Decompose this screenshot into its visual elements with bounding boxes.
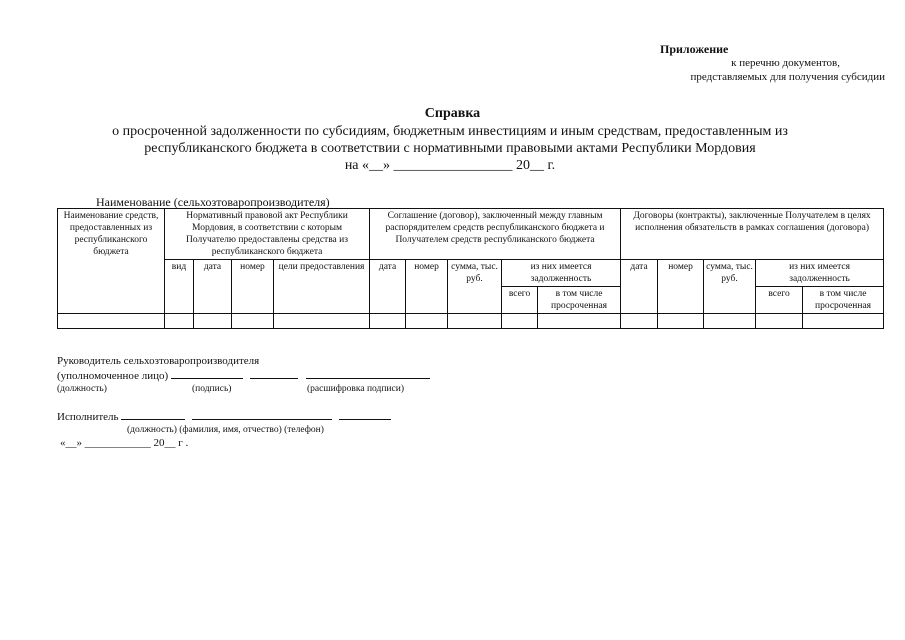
col-contract-debt-total: всего (756, 287, 803, 314)
table-cell[interactable] (274, 314, 370, 329)
header-act: Нормативный правовой акт Республики Мордовия, в соответствии с которым Получателю предоставлены средства из республиканского бюджета (165, 209, 370, 260)
header-funds: Наименование средств, предоставленных из республиканского бюджета (58, 209, 165, 314)
col-act-type: вид (165, 260, 194, 314)
col-agreement-sum: сумма, тыс. руб. (448, 260, 502, 314)
executor-name-field[interactable] (192, 409, 332, 420)
table-cell[interactable] (406, 314, 448, 329)
executor-line (57, 409, 391, 424)
caption-position: (должность) (57, 384, 107, 394)
col-agreement-debt-total: всего (502, 287, 538, 314)
table-cell[interactable] (370, 314, 406, 329)
table-cell[interactable] (448, 314, 502, 329)
col-contract-debt-overdue: в том числе просроченная (803, 287, 884, 314)
header-agreement: Соглашение (договор), заключенный между главным распорядителем средств республиканского бюджета и Получателем средств республиканского бюджета (370, 209, 621, 260)
table-cell[interactable] (58, 314, 165, 329)
table-cell[interactable] (538, 314, 621, 329)
col-contract-date: дата (621, 260, 658, 314)
appendix-line-1: к перечню документов, (731, 57, 840, 69)
executor-caption: (должность) (фамилия, имя, отчество) (телефон) (127, 425, 324, 435)
head-title: Руководитель сельхозтоваропроизводителя (57, 355, 260, 367)
appendix-title: Приложение (660, 42, 729, 56)
caption-signature: (подпись) (192, 384, 232, 394)
table-cell[interactable] (232, 314, 274, 329)
col-agreement-debt-overdue: в том числе просроченная (538, 287, 621, 314)
col-agreement-date: дата (370, 260, 406, 314)
col-act-purpose: цели предоставления (274, 260, 370, 314)
table-cell[interactable] (803, 314, 884, 329)
decoding-field[interactable] (306, 368, 430, 379)
col-contract-number: номер (658, 260, 704, 314)
table-cell[interactable] (194, 314, 232, 329)
executor-phone-field[interactable] (339, 409, 391, 420)
col-contract-debt: из них имеется задолженность (756, 260, 884, 287)
subtitle-line-2: республиканского бюджета в соответствии с нормативными правовыми актами Республики Мордовия (144, 141, 756, 156)
table-cell[interactable] (658, 314, 704, 329)
table-row (58, 314, 884, 329)
col-agreement-debt: из них имеется задолженность (502, 260, 621, 287)
appendix-line-2: представляемых для получения субсидии (690, 71, 885, 83)
report-date-line: на «__» _________________ 20__ г. (344, 158, 556, 173)
table-header-row-2 (58, 260, 884, 287)
caption-decoding: (расшифровка подписи) (307, 384, 404, 394)
table-cell[interactable] (756, 314, 803, 329)
col-act-date: дата (194, 260, 232, 314)
head-captions (57, 383, 430, 396)
producer-name-label: Наименование (сельхозтоваропроизводителя) (96, 195, 330, 209)
executor-position-field[interactable] (121, 409, 185, 420)
executor-label: Исполнитель (57, 411, 119, 423)
appendix-block (600, 42, 885, 84)
table-cell[interactable] (704, 314, 756, 329)
header-contracts: Договоры (контракты), заключенные Получателем в целях исполнения обязательств в рамках соглашения (договора) (621, 209, 884, 260)
executor-block (57, 409, 391, 450)
head-authorized-label: (уполномоченное лицо) (57, 370, 169, 382)
subtitle-line-1: о просроченной задолженности по субсидиям, бюджетным инвестициям и иным средствам, предоставленным из (112, 124, 788, 139)
document-title: Справка (424, 106, 481, 121)
table-cell[interactable] (165, 314, 194, 329)
table-cell[interactable] (621, 314, 658, 329)
head-authorized-line (57, 368, 430, 383)
table-cell[interactable] (502, 314, 538, 329)
position-field[interactable] (171, 368, 243, 379)
executor-date-line: «__» ____________ 20__ г . (60, 437, 189, 449)
col-contract-sum: сумма, тыс. руб. (704, 260, 756, 314)
col-agreement-number: номер (406, 260, 448, 314)
signature-field[interactable] (250, 368, 298, 379)
document-subtitle (80, 123, 820, 174)
col-act-number: номер (232, 260, 274, 314)
debt-table (57, 208, 884, 329)
table-header-row-1 (58, 209, 884, 260)
head-signature-block (57, 355, 430, 396)
